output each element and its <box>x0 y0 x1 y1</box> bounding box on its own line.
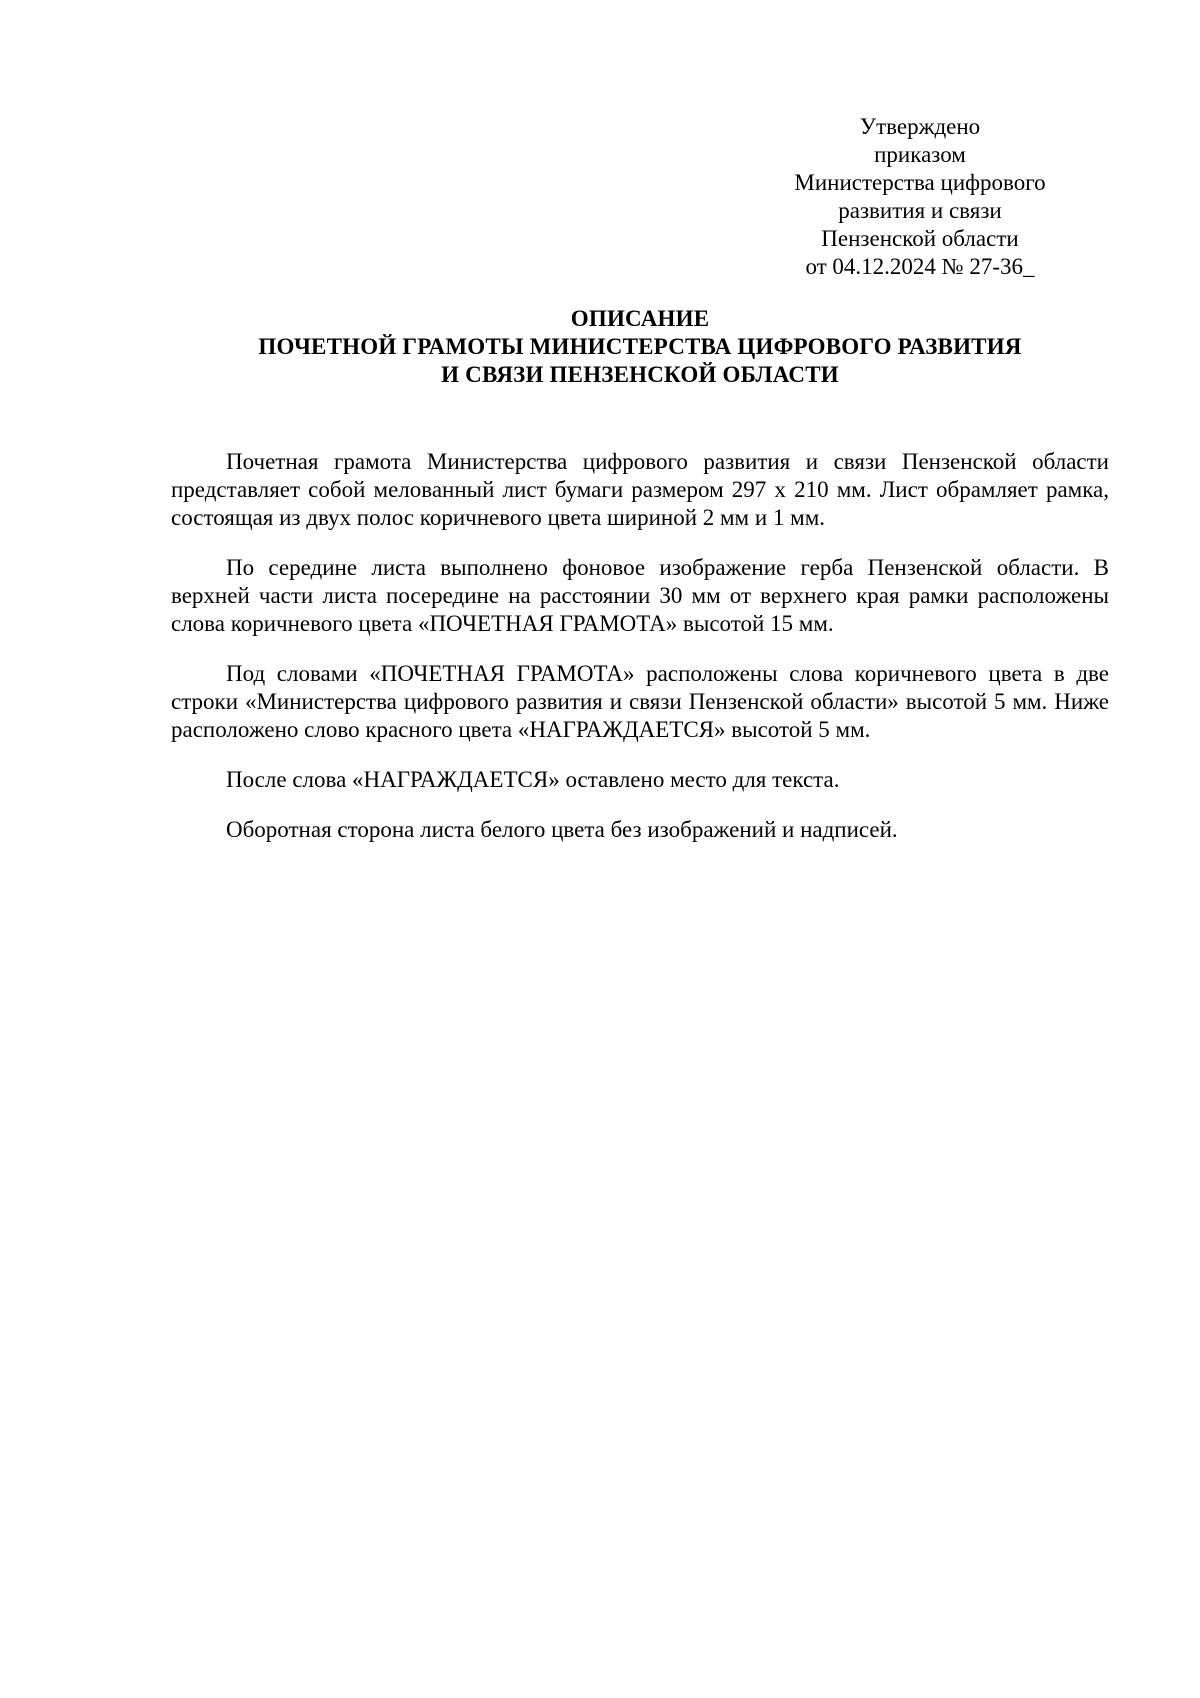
document-title-line-2: ПОЧЕТНОЙ ГРАМОТЫ МИНИСТЕРСТВА ЦИФРОВОГО РАЗВИТИЯ <box>258 334 1022 359</box>
approval-line-region: Пензенской области <box>821 226 1019 251</box>
approval-line-ministry-cont: развития и связи <box>838 198 1002 223</box>
approval-line-order: приказом <box>874 142 966 167</box>
approval-line-ministry: Министерства цифрового <box>794 170 1046 195</box>
approval-line-date-number: от 04.12.2024 № 27-36_ <box>805 254 1035 279</box>
paragraph-format: Почетная грамота Министерства цифрового развития и связи Пензенской области представляет собой мелованный лист бумаги размером 297 х 210 мм. Лист обрамляет рамка, состоящая из двух полос коричневого цвета шириной 2 мм и 1 мм. <box>171 449 1109 530</box>
paragraph-subtitle-awarded: Под словами «ПОЧЕТНАЯ ГРАМОТА» расположены слова коричневого цвета в две строки «Министерства цифрового развития и связи Пензенской области» высотой 5 мм. Ниже расположено слово красного цвета «НАГРАЖДАЕТСЯ» высотой 5 мм. <box>171 661 1109 742</box>
document-title-line-3: И СВЯЗИ ПЕНЗЕНСКОЙ ОБЛАСТИ <box>441 362 839 387</box>
paragraph-reverse-side: Оборотная сторона листа белого цвета без изображений и надписей. <box>226 817 898 842</box>
paragraph-text-space: После слова «НАГРАЖДАЕТСЯ» оставлено место для текста. <box>226 767 840 792</box>
document-title <box>170 305 1110 389</box>
document-title-line-1: ОПИСАНИЕ <box>570 306 710 331</box>
paragraph-emblem-heading: По середине листа выполнено фоновое изображение герба Пензенской области. В верхней части листа посередине на расстоянии 30 мм от верхнего края рамки расположены слова коричневого цвета «ПОЧЕТНАЯ ГРАМОТА» высотой 15 мм. <box>171 555 1109 636</box>
document-body <box>171 448 1109 866</box>
approval-line-approved: Утверждено <box>859 114 981 139</box>
approval-stamp-block <box>780 113 1060 281</box>
